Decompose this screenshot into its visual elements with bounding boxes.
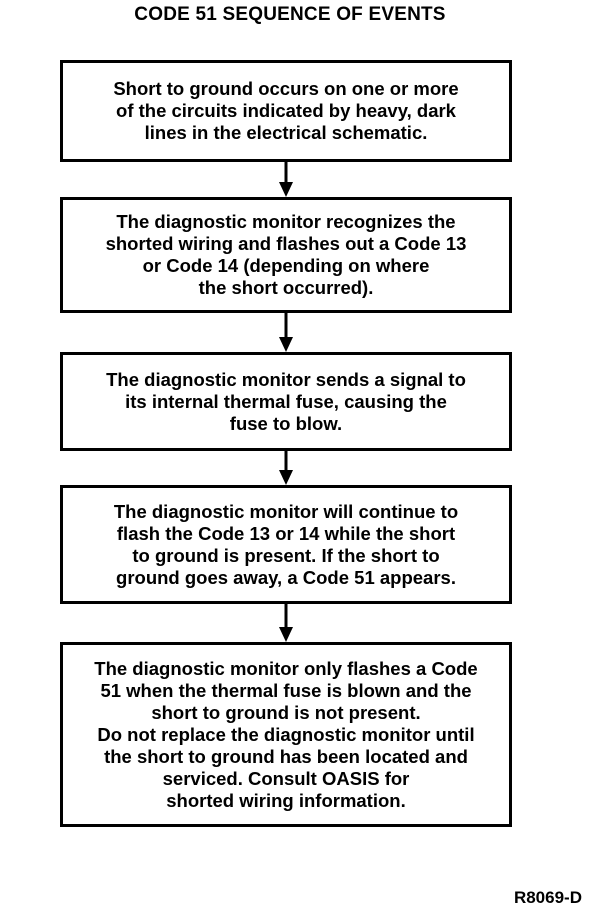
flow-arrow-1	[278, 162, 294, 197]
diagram-title: CODE 51 SEQUENCE OF EVENTS	[134, 4, 446, 25]
step-text-5: The diagnostic monitor only flashes a Code 51 when the thermal fuse is blown and the short to ground is not present. Do not replace the diagnostic monitor until the short to ground has been located and serviced. Consult OASIS for shorted wiring information.	[94, 657, 478, 811]
step-text-1: Short to ground occurs on one or more of the circuits indicated by heavy, dark lines in the electrical schematic.	[113, 78, 459, 143]
flow-arrow-3	[278, 451, 294, 485]
step-box-5	[60, 642, 512, 827]
step-text-4: The diagnostic monitor will continue to flash the Code 13 or 14 while the short to ground is present. If the short to ground goes away, a Code 51 appears.	[113, 500, 459, 588]
step-box-3	[60, 352, 512, 451]
step-text-2: The diagnostic monitor recognizes the shorted wiring and flashes out a Code 13 or Code 14 (depending on where the short occurred).	[105, 211, 467, 298]
flow-arrow-4	[278, 604, 294, 642]
figure-code: R8069-D	[513, 888, 582, 907]
step-box-4	[60, 485, 512, 604]
step-box-1	[60, 60, 512, 162]
step-box-2	[60, 197, 512, 313]
step-text-3: The diagnostic monitor sends a signal to its internal thermal fuse, causing the fuse to blow.	[106, 368, 466, 434]
flow-arrow-2	[278, 313, 294, 352]
